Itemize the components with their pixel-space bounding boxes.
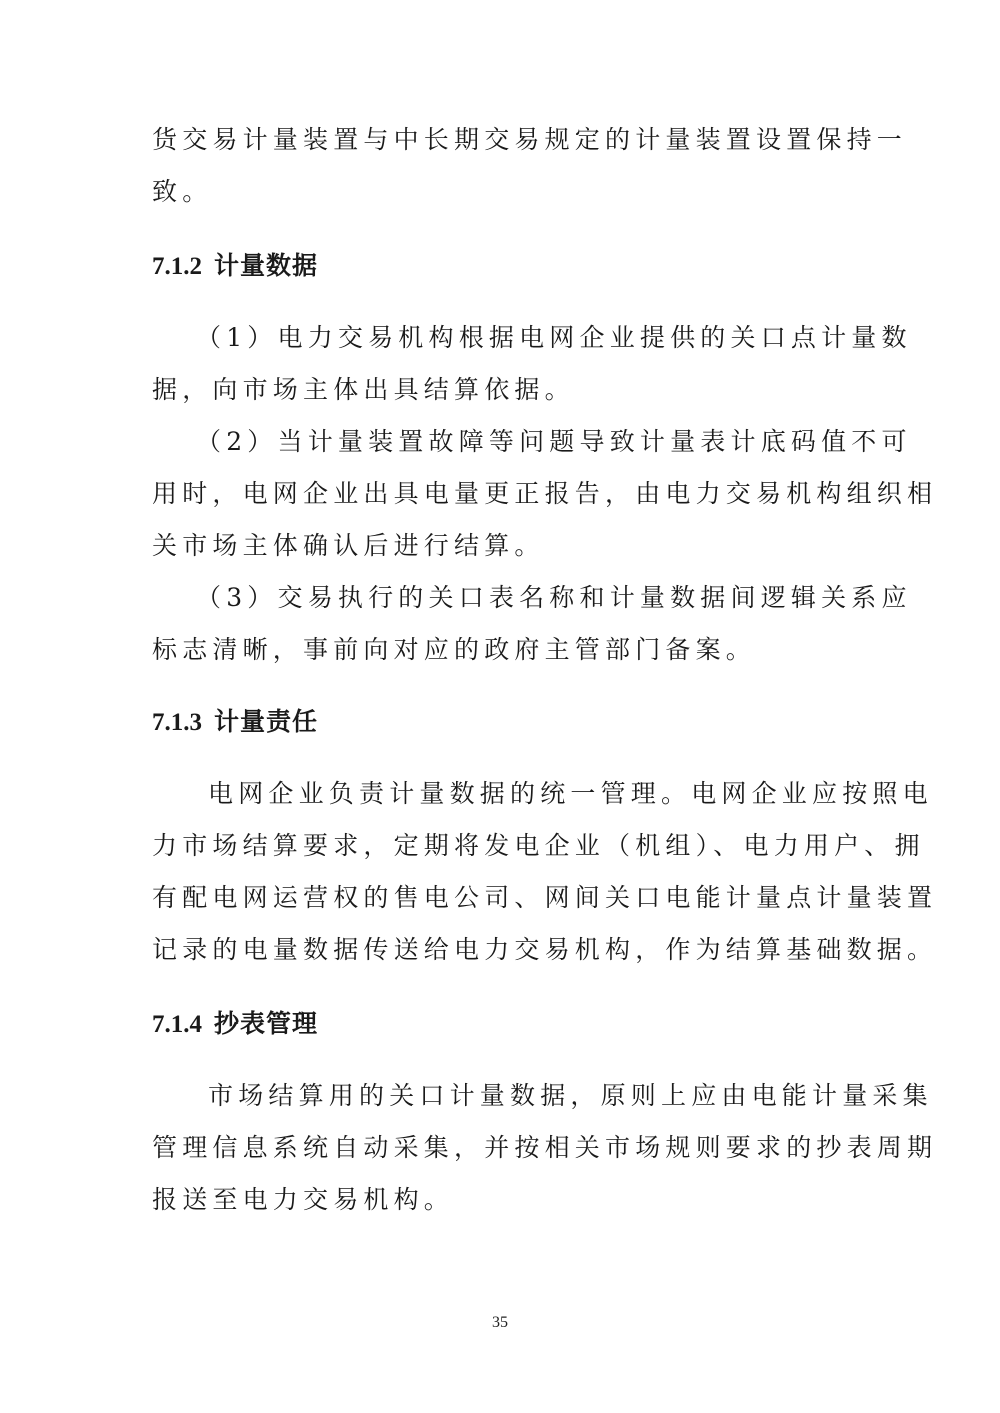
paragraph-line: 致。	[152, 177, 213, 206]
paragraph-line: 记录的电量数据传送给电力交易机构，作为结算基础数据。	[152, 935, 938, 964]
paragraph-line: 据，向市场主体出具结算依据。	[152, 375, 575, 404]
section-number: 7.1.3	[152, 709, 202, 736]
section-heading-7-1-3	[152, 706, 318, 739]
section-title: 抄表管理	[214, 1009, 319, 1038]
paragraph-line: 有配电网运营权的售电公司、网间关口电能计量点计量装置	[152, 883, 938, 912]
paragraph-line: 电网企业负责计量数据的统一管理。电网企业应按照电	[208, 779, 933, 808]
paragraph-line: 货交易计量装置与中长期交易规定的计量装置设置保持一	[152, 125, 908, 154]
section-title: 计量数据	[214, 251, 319, 280]
paragraph-line: （2）当计量装置故障等问题导致计量表计底码值不可	[196, 427, 912, 456]
section-heading-7-1-2	[152, 250, 318, 283]
paragraph-line: 力市场结算要求，定期将发电企业（机组）、电力用户、拥	[152, 831, 925, 860]
paragraph-line: 用时，电网企业出具电量更正报告，由电力交易机构组织相	[152, 479, 938, 508]
paragraph-line: （3）交易执行的关口表名称和计量数据间逻辑关系应	[196, 583, 912, 612]
paragraph-line: 管理信息系统自动采集，并按相关市场规则要求的抄表周期	[152, 1133, 938, 1162]
section-title: 计量责任	[214, 707, 319, 736]
paragraph-line: 市场结算用的关口计量数据，原则上应由电能计量采集	[208, 1081, 933, 1110]
paragraph-line: 报送至电力交易机构。	[152, 1185, 455, 1214]
section-number: 7.1.4	[152, 1011, 202, 1038]
section-heading-7-1-4	[152, 1008, 318, 1041]
page-number: 35	[492, 1314, 508, 1331]
paragraph-line: 关市场主体确认后进行结算。	[152, 531, 545, 560]
paragraph-line: （1）电力交易机构根据电网企业提供的关口点计量数	[196, 323, 912, 352]
paragraph-line: 标志清晰，事前向对应的政府主管部门备案。	[152, 635, 757, 664]
section-number: 7.1.2	[152, 253, 202, 280]
